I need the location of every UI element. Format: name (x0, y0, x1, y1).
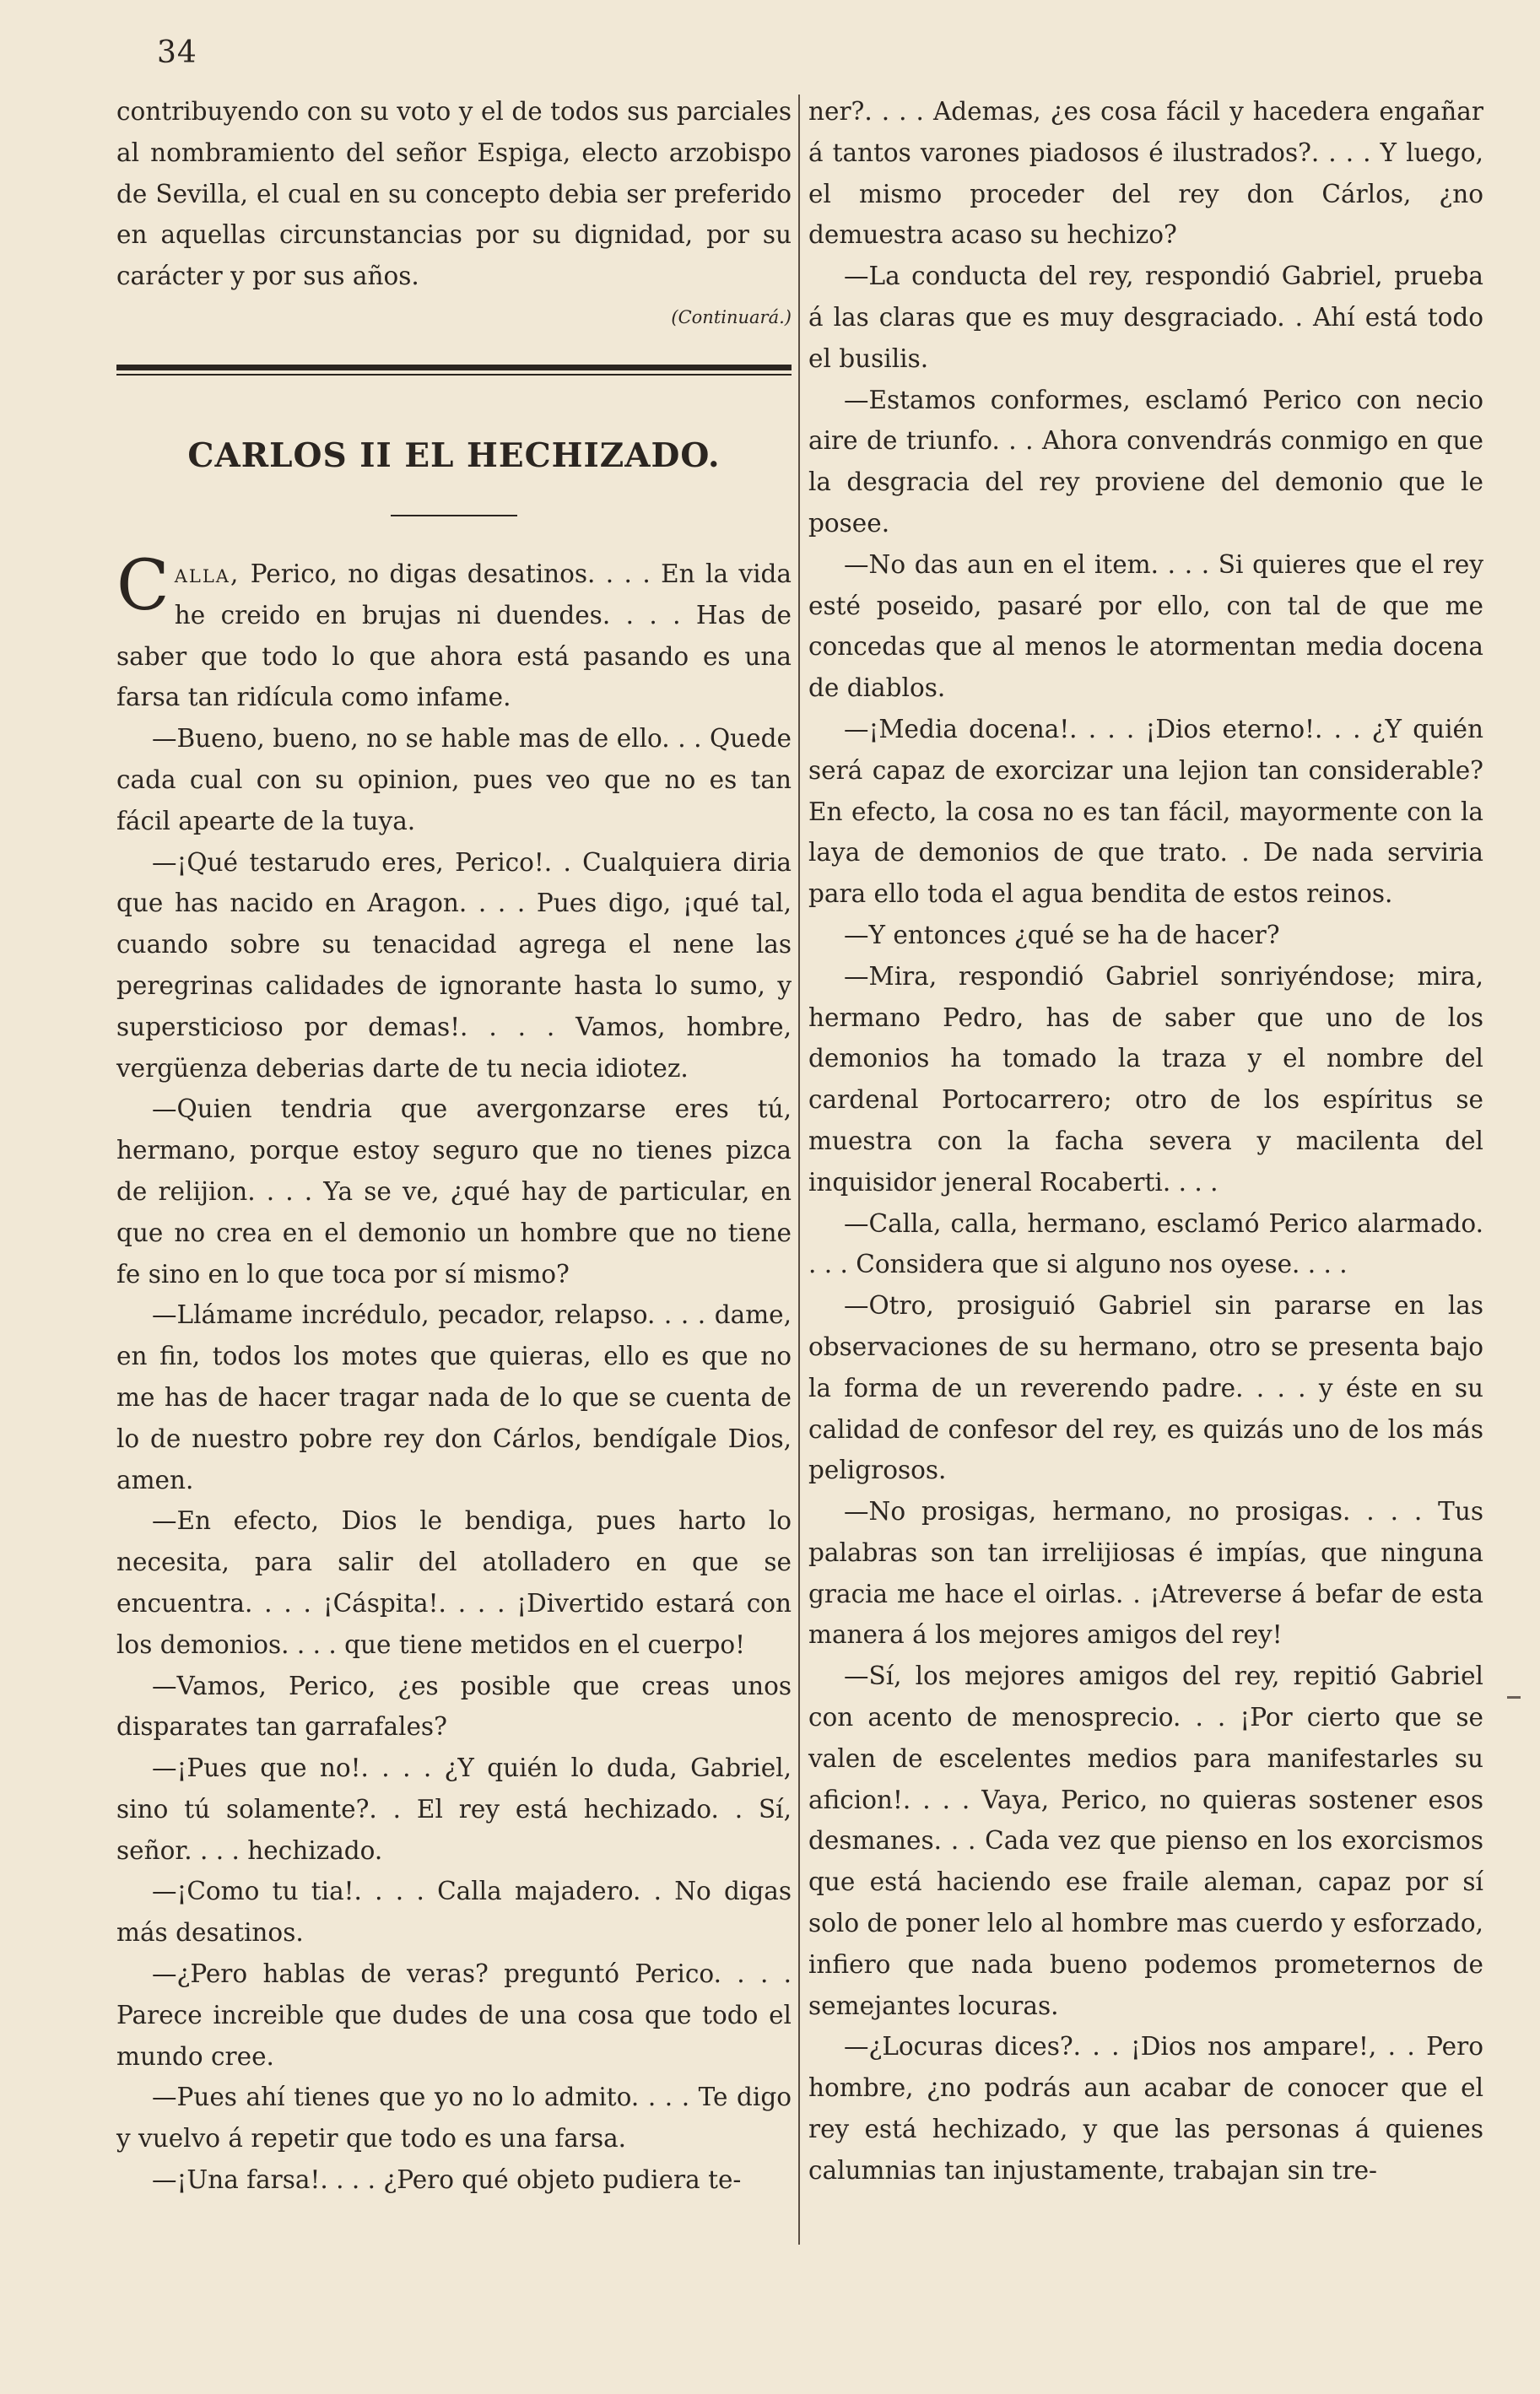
dialogue-paragraph: —Vamos, Perico, ¿es posible que creas unos disparates tan garrafales? (116, 1671, 792, 1742)
dialogue-paragraph: —Quien tendria que avergonzarse eres tú, hermano, porque estoy seguro que no tienes pizca de relijion. . . . Ya se ve, ¿qué hay de particular, en que no crea en el demonio un hombre que no tiene fe sino en lo que toca por sí mismo? (116, 1094, 792, 1289)
dialogue-paragraph: —Sí, los mejores amigos del rey, repitió Gabriel con acento de menosprecio. . . ¡Por cierto que se valen de escelentes medios para manifestarles su aficion!. . . . Vaya, Perico, no quieras sostener esos desmanes. . . Cada vez que pienso en los exorcismos que está haciendo ese fraile aleman, capaz por sí solo de poner lelo al hombre mas cuerdo y esforzado, infiero que nada bueno podemos prometernos de semejantes locuras. (808, 1662, 1483, 2020)
article-title: CARLOS II EL HECHIZADO. (187, 435, 721, 475)
previous-article-ending: contribuyendo con su voto y el de todos sus parciales al nombramiento del señor Espiga, electo arzobispo de Sevilla, el cual en su concepto debia ser preferido en aquellas circunstancias por su dignidad, por su carácter y por sus años. (116, 97, 792, 291)
margin-mark (1507, 1696, 1521, 1699)
dialogue-paragraph: —Pues ahí tienes que yo no lo admito. . . . Te digo y vuelvo á repetir que todo es una farsa. (116, 2083, 792, 2154)
dialogue-paragraph: —¡Una farsa!. . . . ¿Pero qué objeto pudiera te- (152, 2165, 742, 2195)
dialogue-paragraph: —¡Como tu tia!. . . . Calla majadero. . No digas más desatinos. (116, 1877, 792, 1948)
dialogue-paragraph: —Estamos conformes, esclamó Perico con necio aire de triunfo. . . Ahora convendrás conmigo en que la desgracia del rey proviene del demonio que le posee. (808, 385, 1483, 538)
dialogue-paragraph: —¿Pero hablas de veras? preguntó Perico. . . . Parece increible que dudes de una cosa que todo el mundo cree. (116, 1959, 792, 2071)
dialogue-paragraph: —No das aun en el item. . . . Si quieres que el rey esté poseido, pasaré por ello, con tal de que me concedas que al menos le atormentan media docena de diablos. (808, 549, 1483, 703)
article-first-paragraph (116, 545, 792, 718)
page-number: 34 (157, 35, 197, 70)
dialogue-paragraph: —Calla, calla, hermano, esclamó Perico alarmado. . . . Considera que si alguno nos oyese. . . . (808, 1208, 1483, 1279)
continued-paragraph: ner?. . . . Ademas, ¿es cosa fácil y hacedera engañar á tantos varones piadosos é ilustrados?. . . . Y luego, el mismo proceder del rey don Cárlos, ¿no demuestra acaso su hechizo? (808, 97, 1483, 250)
dialogue-paragraph: —Otro, prosiguió Gabriel sin pararse en las observaciones de su hermano, otro se presenta bajo la forma de un reverendo padre. . . . y éste en su calidad de confesor del rey, es quizás uno de los más peligrosos. (808, 1291, 1483, 1485)
dialogue-paragraph: —¡Media docena!. . . . ¡Dios eterno!. . . ¿Y quién será capaz de exorcizar una lejion tan considerable? En efecto, la cosa no es tan fácil, mayormente con la laya de demonios de que trato. . De nada serviria para ello toda el agua bendita de estos reinos. (808, 714, 1483, 909)
dialogue-paragraph: —No prosigas, hermano, no prosigas. . . . Tus palabras son tan irrelijiosas é impías, que ninguna gracia me hace el oirlas. . ¡Atreverse á befar de esta manera á los mejores amigos del rey! (808, 1497, 1483, 1650)
dialogue-paragraph: —La conducta del rey, respondió Gabriel, prueba á las claras que es muy desgraciado. . Ahí está todo el busilis. (808, 262, 1483, 373)
section-divider-rule (116, 365, 792, 376)
dialogue-paragraph: —Llámame incrédulo, pecador, relapso. . . . dame, en fin, todos los motes que quieras, ello es que no me has de hacer tragar nada de lo que se cuenta de lo de nuestro pobre rey don Cárlos, bendígale Dios, amen. (116, 1300, 792, 1494)
left-column (116, 91, 792, 2201)
drop-cap-letter: C (116, 545, 170, 626)
first-paragraph-text: Perico, no digas desatinos. . . . En la vida he creido en brujas ni duendes. . . . Has de saber que todo lo que ahora está pasando es una farsa tan ridícula como infame. (116, 559, 792, 712)
dialogue-paragraph: —¡Qué testarudo eres, Perico!. . Cualquiera diria que has nacido en Aragon. . . . Pues digo, ¡qué tal, cuando sobre su tenacidad agrega el nene las peregrinas calidades de ignorante hasta lo sumo, y supersticioso por demas!. . . . Vamos, hombre, vergüenza deberias darte de tu necia idiotez. (116, 847, 792, 1083)
opening-word: alla, (174, 559, 240, 588)
dialogue-paragraph: —¡Pues que no!. . . . ¿Y quién lo duda, Gabriel, sino tú solamente?. . El rey está hechizado. . Sí, señor. . . . hechizado. (116, 1754, 792, 1865)
dialogue-paragraph: —¿Locuras dices?. . . ¡Dios nos ampare!, . . Pero hombre, ¿no podrás aun acabar de conocer que el rey está hechizado, y que las personas á quienes calumnias tan injustamente, trabajan sin tre- (808, 2032, 1483, 2185)
column-divider (798, 95, 800, 2245)
title-underline-rule (391, 515, 517, 516)
right-column (808, 91, 1483, 2191)
dialogue-paragraph: —Y entonces ¿qué se ha de hacer? (844, 920, 1280, 949)
continuara-note: (Continuará.) (671, 306, 792, 327)
dialogue-paragraph: —Mira, respondió Gabriel sonriyéndose; mira, hermano Pedro, has de saber que uno de los demonios ha tomado la traza y el nombre del cardenal Portocarrero; otro de los espíritus se muestra con la facha severa y macilenta del inquisidor jeneral Rocaberti. . . . (808, 961, 1483, 1197)
dialogue-paragraph: —Bueno, bueno, no se hable mas de ello. . . Quede cada cual con su opinion, pues veo que no es tan fácil apearte de la tuya. (116, 724, 792, 835)
dialogue-paragraph: —En efecto, Dios le bendiga, pues harto lo necesita, para salir del atolladero en que se encuentra. . . . ¡Cáspita!. . . . ¡Divertido estará con los demonios. . . . que tiene metidos en el cuerpo! (116, 1506, 792, 1659)
